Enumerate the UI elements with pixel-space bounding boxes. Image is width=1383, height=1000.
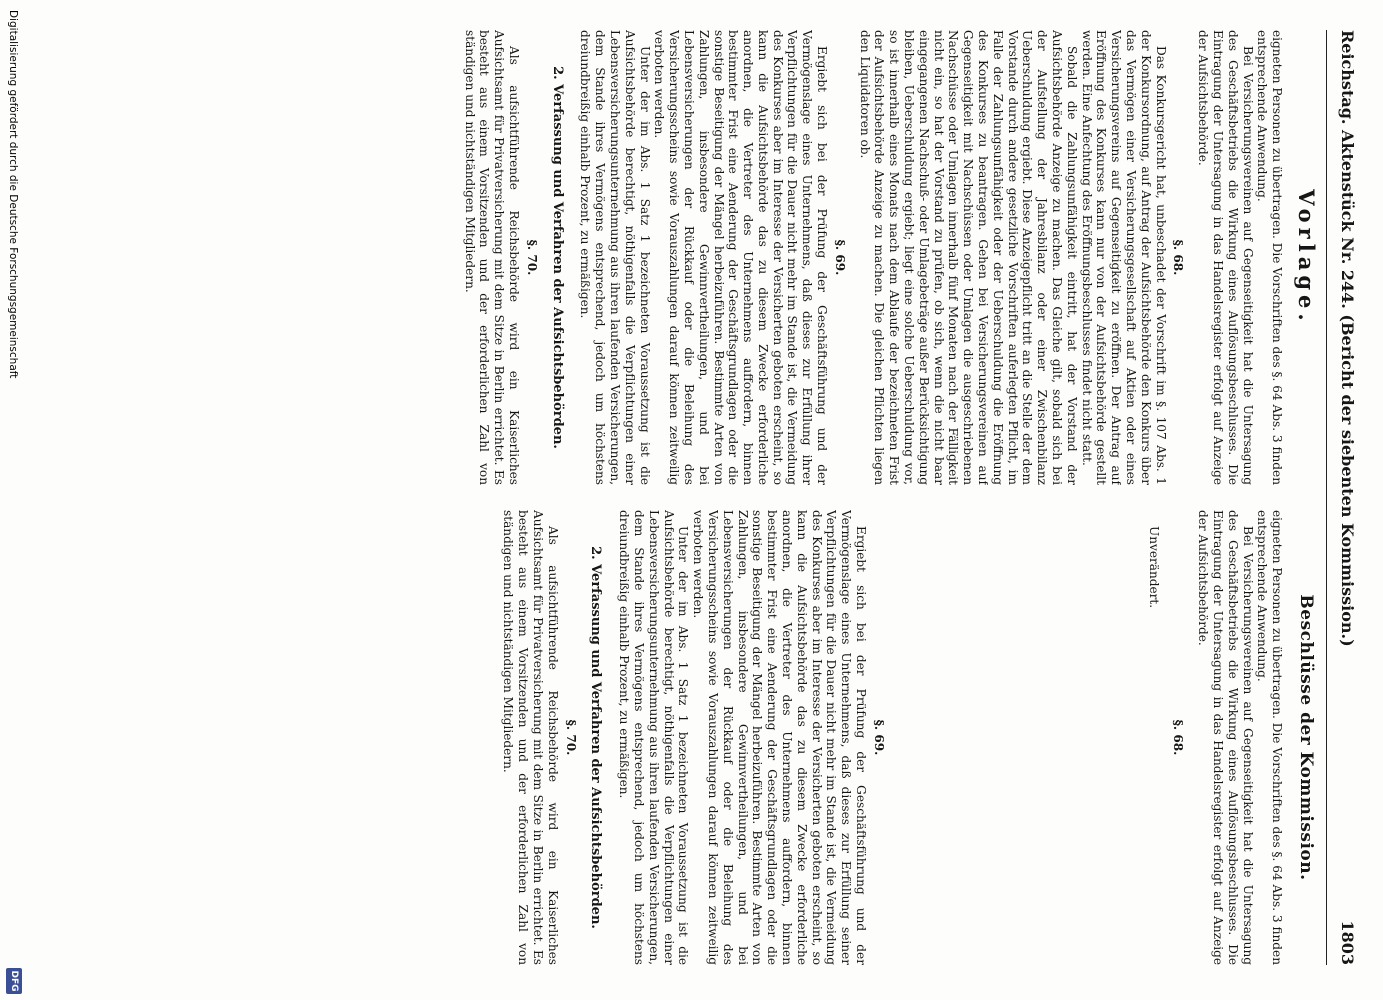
left-column	[161, 30, 1321, 485]
right-section-70-heading: §. 70.	[563, 719, 578, 756]
right-column-spacer	[896, 510, 1146, 965]
left-section-68-heading: §. 68.	[1171, 239, 1186, 276]
right-column	[161, 510, 1321, 965]
header-title: Reichstag. Aktenstück Nr. 244. (Bericht der siebenten Kommission.)	[1338, 30, 1357, 647]
right-section-69-paragraph-1: Ergiebt sich bei der Prüfung der Geschäftsführung und der Vermögenslage eines Unternehmens, daß dieses zur Erfüllung seiner Verpflichtungen für die Dauer nicht mehr im Stande ist, die Vermeidung des Konkurses aber im Interesse der Versicherten geboten erscheint, so kann die Aufsichtsbehörde das zu diesem Zwecke erforderliche anordnen, die Vertreter des Unternehmens auffordern, binnen bestimmter Frist eine Aenderung der Geschäftsgrundlagen oder die sonstige Beseitigung der Mängel herbeizuführen. Bestimmte Arten von Zahlungen, insbesondere Gewinnvertheilungen, und bei Lebensversicherungen der Rückkauf oder die Beleihung des Versicherungsscheins sowie Vorauszahlungen darauf können zeitweilig verboten werden.	[691, 510, 869, 965]
left-column-title: Vorlage.	[1294, 189, 1319, 326]
left-section-69-paragraph-2: Unter der im Abs. 1 Satz 1 bezeichneten Voraussetzung ist die Aufsichtsbehörde berechtigt, nöthigenfalls die Verpflichtungen einer Lebensversicherungsunternehmung aus ihren laufenden Versicherungen, dem Stande ihres Vermögens entsprechend, jedoch um höchstens dreiundbreißig einhalb Prozent, zu ermäßigen.	[578, 30, 652, 485]
right-part-2-heading: 2. Verfassung und Verfahren der Aufsichtsbehörden.	[588, 546, 604, 929]
right-section-69-heading: §. 69.	[871, 719, 886, 756]
right-section-68-heading: §. 68.	[1171, 719, 1186, 756]
page-number: 1803	[1338, 920, 1357, 965]
digitization-credit: Digitalisierung gefördert durch die Deutsche Forschungsgemeinschaft	[7, 10, 19, 379]
right-section-68-unchanged: Unverändert.	[1146, 526, 1161, 609]
left-section-69-heading: §. 69.	[832, 239, 847, 276]
right-column-title: Beschlüsse der Kommission.	[1296, 594, 1316, 881]
right-intro-2: Bei Versicherungsvereinen auf Gegenseitigkeit hat die Untersagung des Geschäftsbetriebs die Wirkung eines Auflösungsbeschlusses. Die Eintragung der Untersagung in das Handelsregister erfolgt auf Anzeige der Aufsichtsbehörde.	[1196, 510, 1255, 965]
right-section-70-paragraph-1: Als aufsichtführende Reichsbehörde wird ein Kaiserliches Aufsichtsamt für Privatversicherung mit dem Sitze in Berlin errichtet. Es besteht aus einem Vorsitzenden und der erforderlichen Zahl von ständigen und nichtständigen Mitgliedern.	[501, 510, 560, 965]
left-section-70-heading: §. 70.	[524, 239, 539, 276]
left-section-68-paragraph-2: Sobald die Zahlungsunfähigkeit eintritt, hat der Vorstand der Aufsichtsbehörde Anzeige zu machen. Das Gleiche gilt, sobald sich bei der Aufstellung der Jahresbilanz oder einer Zwischenbilanz Ueberschuldung ergiebt. Diese Anzeigepflicht tritt an die Stelle der dem Vorstande durch andere gesetzliche Vorschriften auferlegten Pflicht, im Falle der Zahlungsunfähigkeit oder der Ueberschuldung die Eröffnung des Konkurses zu beantragen. Gehen bei Versicherungsvereinen auf Gegenseitigkeit mit Nachschüssen oder Umlagen die ausgeschriebenen Nachschüsse oder Umlagen innerhalb fünf Monaten nach der Fälligkeit nicht ein, so hat der Vorstand zu prüfen, ob sich, wenn die nicht baar eingegangenen Nachschuß- oder Umlagebeträge außer Berücksichtigung bleiben, Ueberschuldung ergiebt; liegt eine solche Ueberschuldung vor, so ist innerhalb eines Monats nach dem Ablaufe der bezeichneten Frist der Aufsichtsbehörde Anzeige zu machen. Die gleichen Pflichten liegen den Liquidatoren ob.	[857, 30, 1079, 485]
left-intro: eigneten Personen zu übertragen. Die Vorschriften des §. 64 Abs. 3 finden entsprechende Anwendung.	[1255, 30, 1285, 485]
right-section-69-paragraph-2: Unter der im Abs. 1 Satz 1 bezeichneten Voraussetzung ist die Aufsichtsbehörde berechtigt, nöthigenfalls die Verpflichtungen einer Lebensversicherungsunternehmung aus ihren laufenden Versicherungen, dem Stande ihres Vermögens entsprechend, jedoch um höchstens dreiundbreißig einhalb Prozent, zu ermäßigen.	[617, 510, 691, 965]
right-intro: eigneten Personen zu übertragen. Die Vorschriften des §. 64 Abs. 3 finden entsprechende Anwendung.	[1255, 510, 1285, 965]
page-header	[1326, 30, 1367, 965]
digitization-footer	[3, 0, 23, 1000]
dfg-logo-icon: DFG	[6, 968, 22, 994]
left-section-68-paragraph-1: Das Konkursgericht hat, unbeschadet der Vorschrift im §. 107 Abs. 1 der Konkursordnung, auf Antrag der Aufsichtsbehörde den Konkurs über das Vermögen einer Versicherungsgesellschaft auf Aktien oder eines Versicherungsvereins auf Gegenseitigkeit zu eröffnen. Der Antrag auf Eröffnung des Konkurses kann nur von der Aufsichtsbehörde gestellt werden. Eine Anfechtung des Eröffnungsbeschlusses findet nicht statt.	[1079, 30, 1168, 485]
left-section-69-paragraph-1: Ergiebt sich bei der Prüfung der Geschäftsführung und der Vermögenslage eines Unternehmens, daß dieses zur Erfüllung ihrer Verpflichtungen für die Dauer nicht mehr im Stande ist, die Vermeidung des Konkurses aber im Interesse der Versicherten geboten erscheint, so kann die Aufsichtsbehörde das zu diesem Zwecke erforderliche anordnen, die Vertreter des Unternehmens auffordern, binnen bestimmter Frist eine Aenderung der Geschäftsgrundlagen oder die sonstige Beseitigung der Mängel herbeizuführen. Bestimmte Arten von Zahlungen, insbesondere Gewinnvertheilungen, und bei Lebensversicherungen der Rückkauf oder die Beleihung des Versicherungsscheins sowie Vorauszahlungen darauf können zeitweilig verboten werden.	[652, 30, 830, 485]
left-part-2-heading: 2. Verfassung und Verfahren der Aufsichtsbehörden.	[549, 66, 565, 449]
left-section-70-paragraph-1: Als aufsichtführende Reichsbehörde wird ein Kaiserliches Aufsichtsamt für Privatversicherung mit dem Sitze in Berlin errichtet. Es besteht aus einem Vorsitzenden und der erforderlichen Zahl von ständigen und nichtständigen Mitgliedern.	[462, 30, 521, 485]
left-intro-2: Bei Versicherungsvereinen auf Gegenseitigkeit hat die Untersagung des Geschäftsbetriebs die Wirkung eines Auflösungsbeschlusses. Die Eintragung der Untersagung in das Handelsregister erfolgt auf Anzeige der Aufsichtsbehörde.	[1196, 30, 1255, 485]
